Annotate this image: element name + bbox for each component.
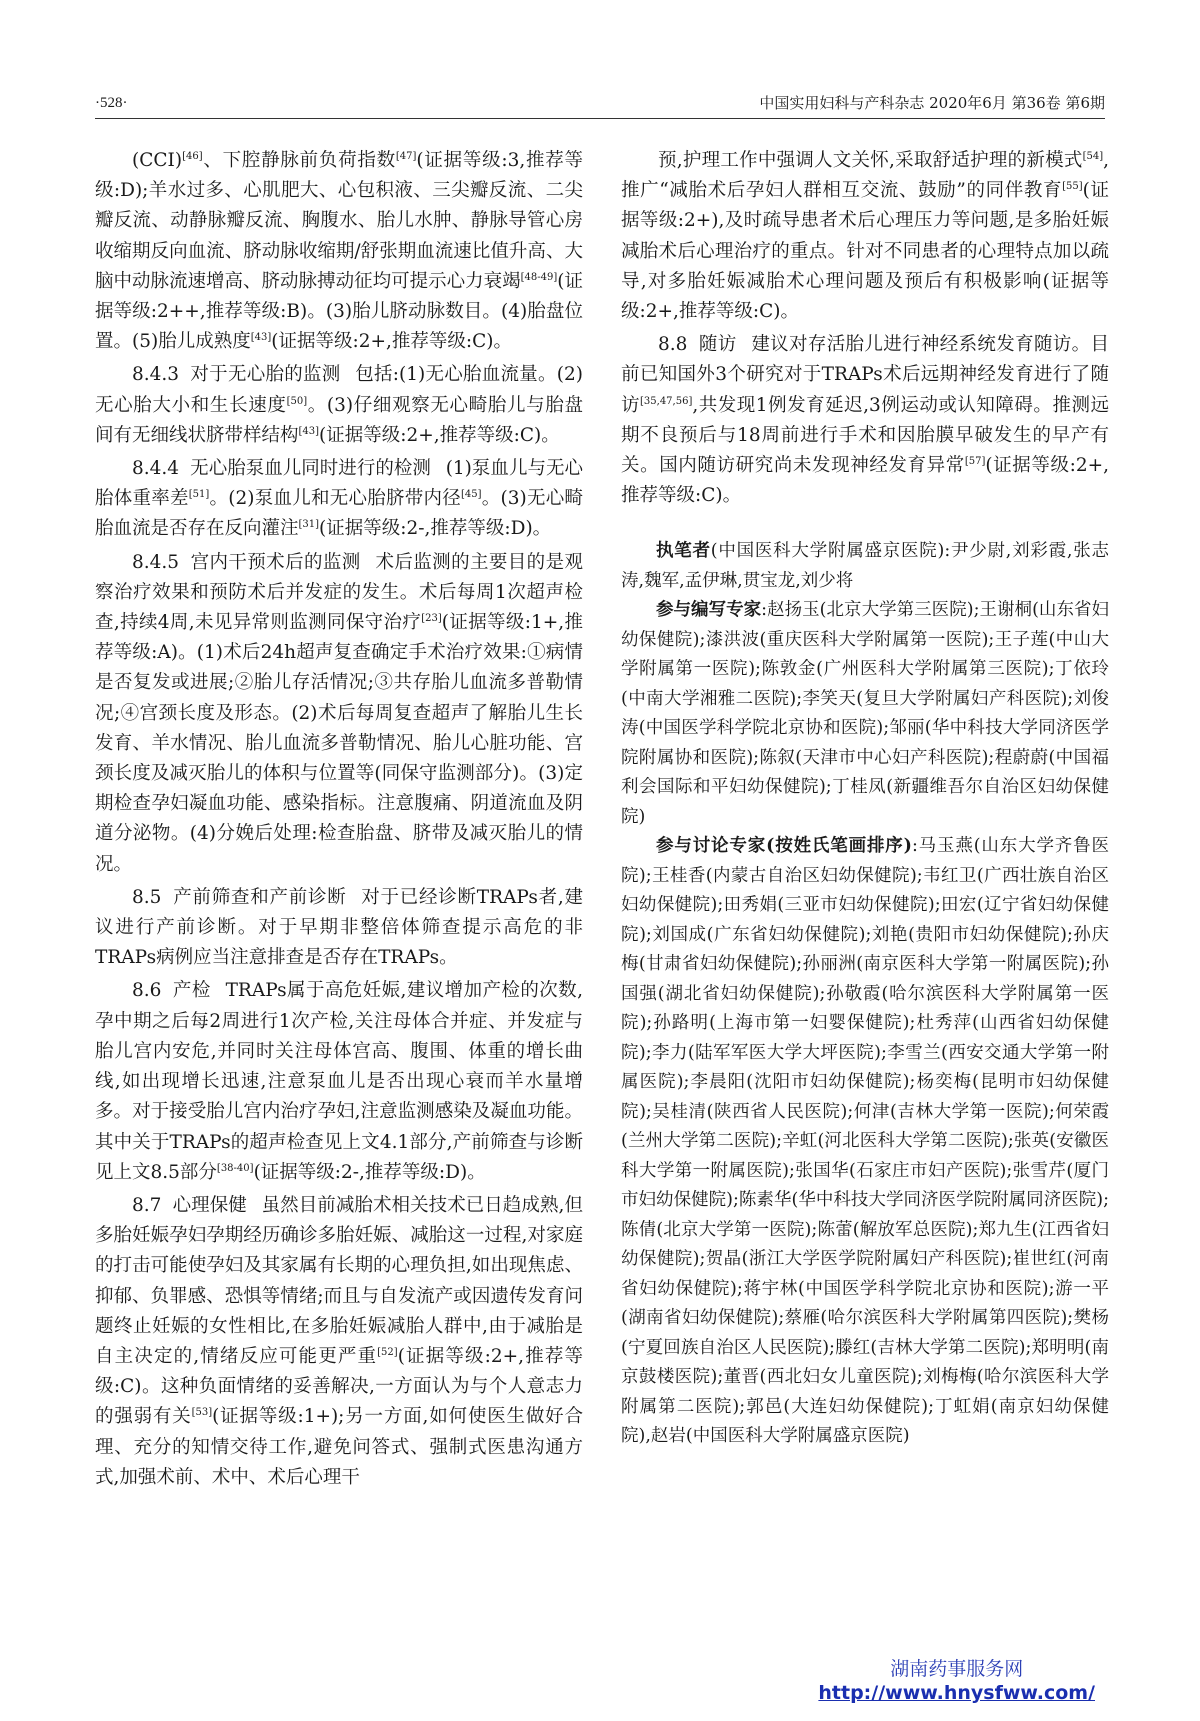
- author-credits: [621, 537, 1109, 1452]
- section-paragraph: [95, 1191, 583, 1493]
- credit-names: :马玉燕(山东大学齐鲁医院);王桂香(内蒙古自治区妇幼保健院);韦红卫(广西壮族自治区妇幼保健院);田秀娟(三亚市妇幼保健院);田宏(辽宁省妇幼保健院);刘国成(广东省妇幼保健院);刘艳(贵阳市妇幼保健院);孙庆梅(甘肃省妇幼保健院);孙丽洲(南京医科大学第一附属医院);孙国强(湖北省妇幼保健院);孙敬霞(哈尔滨医科大学附属第一医院);孙路明(上海市第一妇婴保健院);杜秀萍(山西省妇幼保健院);李力(陆军军医大学大坪医院);李雪兰(西安交通大学第一附属医院);李晨阳(沈阳市妇幼保健院);杨奕梅(昆明市妇幼保健院);吴桂清(陕西省人民医院);何津(吉林大学第一医院);何荣霞(兰州大学第二医院);辛虹(河北医科大学第二医院);张英(安徽医科大学第一附属医院);张国华(石家庄市妇产医院);张雪芹(厦门市妇幼保健院);陈素华(华中科技大学同济医学院附属同济医院);陈倩(北京大学第一医院);陈蕾(解放军总医院);郑九生(江西省妇幼保健院);贺晶(浙江大学医学院附属妇产科医院);崔世红(河南省妇幼保健院);蒋宇林(中国医学科学院北京协和医院);游一平(湖南省妇幼保健院);蔡雁(哈尔滨医科大学附属第四医院);樊杨(宁夏回族自治区人民医院);滕红(吉林大学第二医院);郑明明(南京鼓楼医院);董晋(西北妇女儿童医院);刘梅梅(哈尔滨医科大学附属第二医院);郭邑(大连妇幼保健院);丁虹娟(南京妇幼保健院),赵岩(中国医科大学附属盛京医院): [621, 836, 1109, 1447]
- citation-ref: [35,47,56]: [640, 395, 693, 407]
- section-number: 8.4.4: [132, 458, 180, 480]
- citation-ref: [57]: [964, 456, 986, 468]
- left-column: [95, 146, 583, 1496]
- section-paragraph: [621, 330, 1109, 511]
- section-paragraph: [95, 976, 583, 1187]
- page-header: [95, 92, 1105, 119]
- text-run: 术后监测的主要目的是观察治疗效果和预防术后并发症的发生。术后每周1次超声检查,持续4周,未见异常则监测同保守治疗: [95, 551, 583, 634]
- section-title: 心理保健: [172, 1194, 247, 1216]
- citation-ref: [50]: [286, 395, 308, 407]
- text-run: (证据等级:3,推荐等级:D);羊水过多、心肌肥大、心包积液、三尖瓣反流、二尖瓣反流、动静脉瓣反流、胸腹水、胎儿水肿、静脉导管心房收缩期反向血流、脐动脉收缩期/舒张期血流速比值升高、大脑中动脉流速增高、脐动脉搏动征均可提示心力衰竭: [95, 150, 583, 292]
- section-number: 8.4.5: [132, 551, 180, 573]
- citation-ref: [43]: [298, 425, 320, 437]
- text-run: (证据等级:2-,推荐等级:D)。: [253, 1161, 486, 1183]
- citation-ref: [47]: [395, 151, 417, 162]
- text-run: 、下腔静脉前负荷指数: [202, 150, 396, 171]
- citation-ref: [45]: [460, 489, 482, 501]
- text-run: (证据等级:2++,推荐等级:B)。(3)胎儿脐动脉数目。(4)胎盘位置。(5)胎儿成熟度: [95, 270, 583, 353]
- section-number: 8.5: [132, 886, 162, 908]
- watermark-url[interactable]: http://www.hnysfww.com/: [818, 1682, 1095, 1704]
- text-run: (证据等级:2+,推荐等级:C)。: [319, 424, 560, 446]
- text-run: (1)泵血儿与无心胎体重率差: [95, 458, 583, 510]
- section-title: 产检: [172, 980, 211, 1002]
- section-number: 8.6: [132, 980, 162, 1002]
- text-run: 。(2)泵血儿和无心胎脐带内径: [209, 488, 461, 510]
- citation-ref: [52]: [377, 1346, 398, 1358]
- citation-ref: [53]: [191, 1407, 213, 1419]
- citation-ref: [46]: [182, 151, 203, 162]
- text-run: (证据等级:2-,推荐等级:D)。: [319, 518, 552, 540]
- watermark-site-name: 湖南药事服务网: [890, 1658, 1024, 1680]
- page-number: ·528·: [95, 95, 128, 111]
- text-run: (证据等级:2+),及时疏导患者术后心理压力等问题,是多胎妊娠减胎术后心理治疗的重点。针对不同患者的心理特点加以疏导,对多胎妊娠减胎术心理问题及预后有积极影响(证据等级:2+,推荐等级:C)。: [621, 180, 1110, 323]
- section-paragraph: [95, 454, 583, 545]
- section-paragraph: [95, 548, 583, 880]
- citation-ref: [23]: [421, 613, 442, 625]
- credit-role: 参与编写专家: [656, 600, 762, 621]
- credit-paragraph: [621, 832, 1109, 1452]
- section-title: 宫内干预术后的监测: [190, 551, 361, 573]
- text-run: (证据等级:1+,推荐等级:A)。(1)术后24h超声复查确定手术治疗效果:①病情是否复发或进展;②胎儿存活情况;③共存胎儿血流多普勒情况;④宫颈长度及形态。(2)术后每周复查超声了解胎儿生长发育、羊水情况、胎儿血流多普勒情况、胎儿心脏功能、宫颈长度及减灭胎儿的体积与位置等(同保守监测部分)。(3)定期检查孕妇凝血功能、感染指标。注意腹痛、阴道流血及阴道分泌物。(4)分娩后处理:检查胎盘、脐带及减灭胎儿的情况。: [95, 612, 583, 875]
- text-run: (证据等级:2+,推荐等级:C)。: [271, 331, 512, 353]
- section-number: 8.7: [132, 1194, 162, 1216]
- credit-role: 参与讨论专家(按姓氏笔画排序): [656, 836, 912, 857]
- section-number: 8.8: [658, 334, 688, 356]
- text-run: (证据等级:2+,推荐等级:C)。: [621, 455, 1109, 507]
- text-run: (证据等级:2+,推荐等级:C)。这种负面情绪的妥善解决,一方面认为与个人意志力的强弱有关: [95, 1345, 583, 1428]
- citation-ref: [31]: [298, 519, 320, 531]
- section-title: 对于无心胎的监测: [190, 364, 341, 386]
- citation-ref: [55]: [1062, 181, 1083, 193]
- citation-ref: [51]: [188, 489, 210, 501]
- body-paragraph: [621, 146, 1109, 327]
- credit-paragraph: [621, 596, 1109, 832]
- site-watermark: [818, 1657, 1095, 1705]
- text-run: ,共发现1例发育延迟,3例运动或认知障碍。推测远期不良预后与18周前进行手术和因胎膜早破发生的早产有关。国内随访研究尚未发现神经发育异常: [621, 394, 1109, 477]
- text-run: 建议对存活胎儿进行神经系统发育随访。目前已知国外3个研究对于TRAPs术后远期神经发育进行了随访: [621, 334, 1109, 416]
- credit-role: 执笔者: [656, 541, 711, 562]
- section-title: 产前筛查和产前诊断: [172, 886, 347, 908]
- citation-ref: [38-40]: [216, 1162, 254, 1174]
- body-paragraph: [95, 146, 583, 357]
- section-title: 随访: [698, 334, 737, 356]
- text-run: 。(3)无心畸胎血流是否存在反向灌注: [95, 488, 583, 540]
- text-run: (CCI): [132, 150, 183, 171]
- section-paragraph: [95, 883, 583, 974]
- text-run: 预,护理工作中强调人文关怀,采取舒适护理的新模式: [658, 150, 1083, 171]
- text-run: ,推广“减胎术后孕妇人群相互交流、鼓励”的同伴教育: [621, 150, 1109, 202]
- text-run: 虽然目前减胎术相关技术已日趋成熟,但多胎妊娠孕妇孕期经历确诊多胎妊娠、减胎这一过程,对家庭的打击可能使孕妇及其家属有长期的心理负担,如出现焦虑、抑郁、负罪感、恐惧等情绪;而且与自发流产或因遗传发育问题终止妊娠的女性相比,在多胎妊娠减胎人群中,由于减胎是自主决定的,情绪反应可能更严重: [95, 1194, 583, 1367]
- credit-names: :赵扬玉(北京大学第三医院);王谢桐(山东省妇幼保健院);漆洪波(重庆医科大学附属第一医院);王子莲(中山大学附属第一医院);陈敦金(广州医科大学附属第三医院);丁依玲(中南大学湘雅二医院);李笑天(复旦大学附属妇产科医院);刘俊涛(中国医学科学院北京协和医院);邹丽(华中科技大学同济医学院附属协和医院);陈叙(天津市中心妇产科医院);程蔚蔚(中国福利会国际和平妇幼保健院);丁桂凤(新疆维吾尔自治区妇幼保健院): [621, 600, 1110, 827]
- right-column: [621, 146, 1109, 1452]
- credit-names: (中国医科大学附属盛京医院):尹少尉,刘彩霞,张志涛,魏军,孟伊琳,贯宝龙,刘少将: [621, 541, 1109, 591]
- citation-ref: [54]: [1082, 151, 1104, 162]
- credit-paragraph: [621, 537, 1109, 596]
- text-run: 包括:(1)无心胎血流量。(2)无心胎大小和生长速度: [95, 364, 583, 416]
- text-run: (证据等级:1+);另一方面,如何使医生做好合理、充分的知情交待工作,避免问答式、强制式医患沟通方式,加强术前、术中、术后心理干: [95, 1406, 583, 1488]
- right-column-body: [621, 146, 1109, 511]
- text-run: 对于已经诊断TRAPs者,建议进行产前诊断。对于早期非整倍体筛查提示高危的非TRAPs病例应当注意排查是否存在TRAPs。: [95, 886, 583, 969]
- section-number: 8.4.3: [132, 364, 180, 386]
- journal-info: 中国实用妇科与产科杂志 2020年6月 第36卷 第6期: [759, 94, 1105, 112]
- text-run: 。(3)仔细观察无心畸胎儿与胎盘间有无细线状脐带样结构: [95, 394, 583, 446]
- citation-ref: [48-49]: [520, 271, 558, 283]
- section-title: 无心胎泵血儿同时进行的检测: [190, 458, 431, 480]
- citation-ref: [43]: [250, 332, 272, 344]
- text-run: TRAPs属于高危妊娠,建议增加产检的次数,孕中期之后每2周进行1次产检,关注母体合并症、并发症与胎儿宫内安危,并同时关注母体宫高、腹围、体重的增长曲线,如出现增长迅速,注意泵血儿是否出现心衰而羊水量增多。对于接受胎儿宫内治疗孕妇,注意监测感染及凝血功能。其中关于TRAPs的超声检查见上文4.1部分,产前筛查与诊断见上文8.5部分: [95, 980, 583, 1183]
- section-paragraph: [95, 360, 583, 451]
